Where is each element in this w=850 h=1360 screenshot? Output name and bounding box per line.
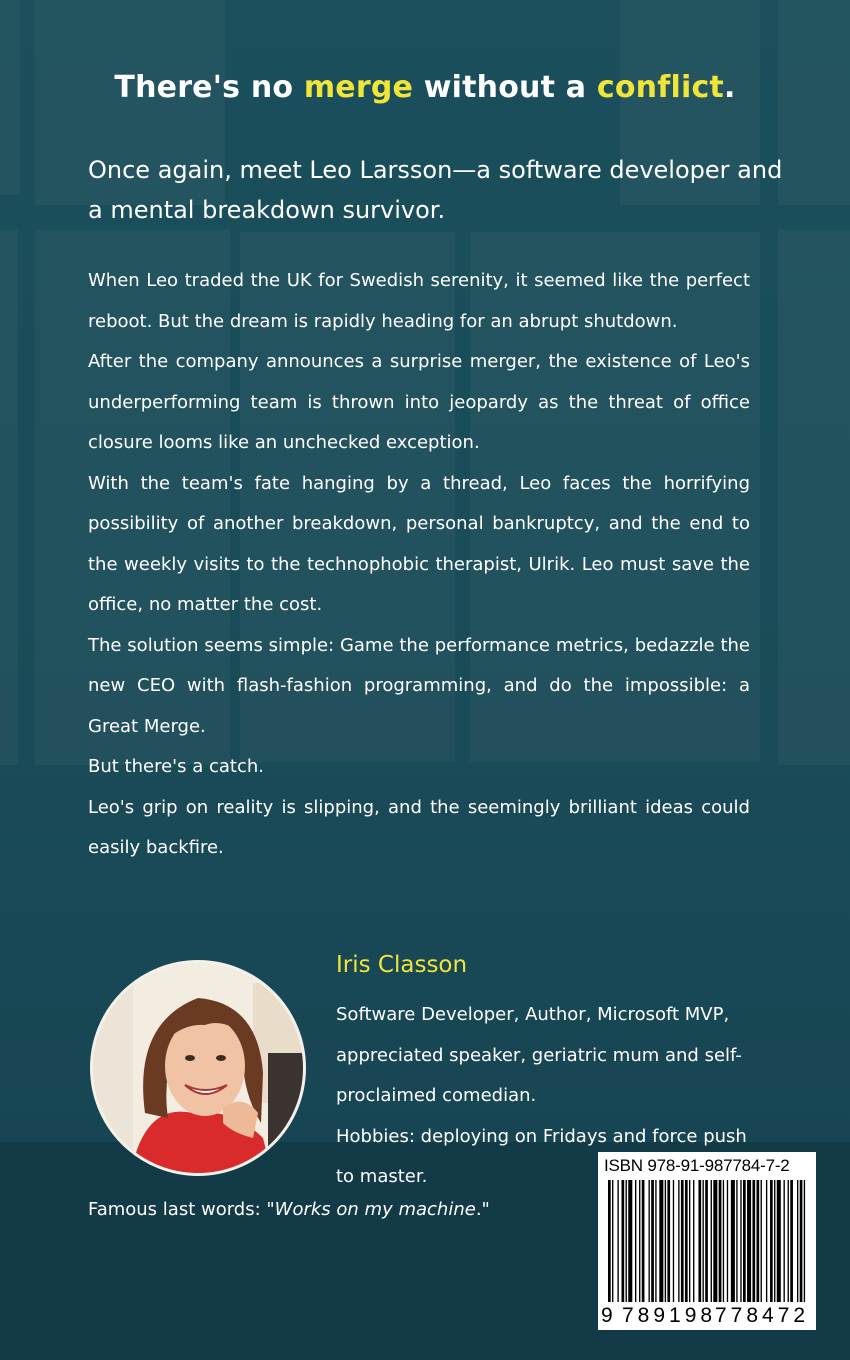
barcode-bar [651,1180,654,1302]
barcode-bar [608,1180,611,1302]
tagline-accent-conflict: conflict [596,70,724,105]
isbn-barcode [598,1152,816,1330]
barcode-bar [719,1180,722,1302]
background-window-pane [0,230,18,765]
blurb [88,261,750,869]
barcode-bar [731,1180,735,1302]
background-window-pane [778,230,850,765]
last-words-quote: Works on my machine [274,1199,476,1220]
blurb-paragraph: But there's a catch. [88,756,264,777]
barcode-bar [757,1180,760,1302]
barcode-bar [761,1180,762,1302]
barcode-bar [698,1180,701,1302]
barcode-bar [727,1180,728,1302]
barcode-bar [797,1180,798,1302]
barcode-bar [713,1180,717,1302]
barcode-bar [659,1180,663,1302]
barcode-bar [635,1180,636,1302]
barcode-bar [673,1180,674,1302]
lead-text: Once again, meet Leo Larsson—a software developer and a mental breakdown survivor. [88,156,783,224]
barcode-bar [628,1180,632,1302]
author-name: Iris Classon [336,952,468,978]
barcode-bar [665,1180,666,1302]
barcode-bar [743,1180,746,1302]
blurb-paragraph: Leo's grip on reality is slipping, and the seemingly brilliant ideas could easily backfire. [88,796,750,858]
barcode-bar [788,1180,789,1302]
barcode-bars [608,1180,806,1302]
barcode-bar [736,1180,737,1302]
tagline-accent-merge: merge [303,70,414,105]
barcode-bar [752,1180,755,1302]
barcode-bar [777,1180,781,1302]
barcode-bar [642,1180,645,1302]
author-photo [90,960,306,1176]
barcode-bar [774,1180,775,1302]
blurb-paragraph: When Leo traded the UK for Swedish serenity, it seemed like the perfect reboot. But the dream is rapidly heading for an abrupt shutdown. [88,270,750,332]
barcode-bar [681,1180,684,1302]
barcode-bar [649,1180,650,1302]
barcode-digits-right: 778472 [715,1304,810,1327]
barcode-bar [626,1180,627,1302]
barcode-bar [612,1180,613,1302]
barcode-bar [770,1180,773,1302]
barcode-bar [723,1180,724,1302]
barcode-bar [804,1180,805,1302]
barcode-bar [711,1180,712,1302]
barcode-bar [740,1180,741,1302]
barcode-bar [747,1180,751,1302]
barcode-digits-left: 789198 [622,1304,717,1327]
isbn-label: ISBN 978-91-987784-7-2 [604,1156,790,1175]
blurb-paragraph: After the company announces a surprise merger, the existence of Leo's underperforming team is thrown into jeopardy as the threat of office closure looms like an unchecked exception. [88,351,750,453]
barcode-bar [705,1180,708,1302]
barcode-bar [703,1180,704,1302]
barcode-bar [689,1180,690,1302]
tagline: There's no merge without a conflict. [114,70,736,105]
barcode-bar [655,1180,656,1302]
blurb-paragraph: The solution seems simple: Game the performance metrics, bedazzle the new CEO with flash-fashion programming, and do the impossible: a Great Merge. [88,634,750,737]
barcode-bar [639,1180,640,1302]
barcode-bar [678,1180,679,1302]
barcode-bar [617,1180,618,1302]
author-bio-paragraph: Software Developer, Author, Microsoft MVP, appreciated speaker, geriatric mum and self-proclaimed comedian. [336,1004,742,1106]
barcode-bar [800,1180,803,1302]
barcode-bar [784,1180,785,1302]
barcode-bar [693,1180,694,1302]
author-bio-paragraph: Hobbies: deploying on Fridays and force push to master. [336,1125,747,1187]
barcode-bar [766,1180,767,1302]
barcode-bar [667,1180,670,1302]
author-portrait-illustration [93,963,306,1176]
famous-last-words: Famous last words: "Works on my machine." [88,1199,490,1220]
barcode-bar [790,1180,793,1302]
barcode-digit-lead: 9 [601,1304,613,1327]
barcode-bar [685,1180,688,1302]
barcode-bar [622,1180,625,1302]
blurb-paragraph: With the team's fate hanging by a thread, Leo faces the horrifying possibility of another breakdown, personal bankruptcy, and the end to the weekly visits to the technophobic therapist, Ulrik. Leo must save the office, no matter the cost. [88,472,750,615]
